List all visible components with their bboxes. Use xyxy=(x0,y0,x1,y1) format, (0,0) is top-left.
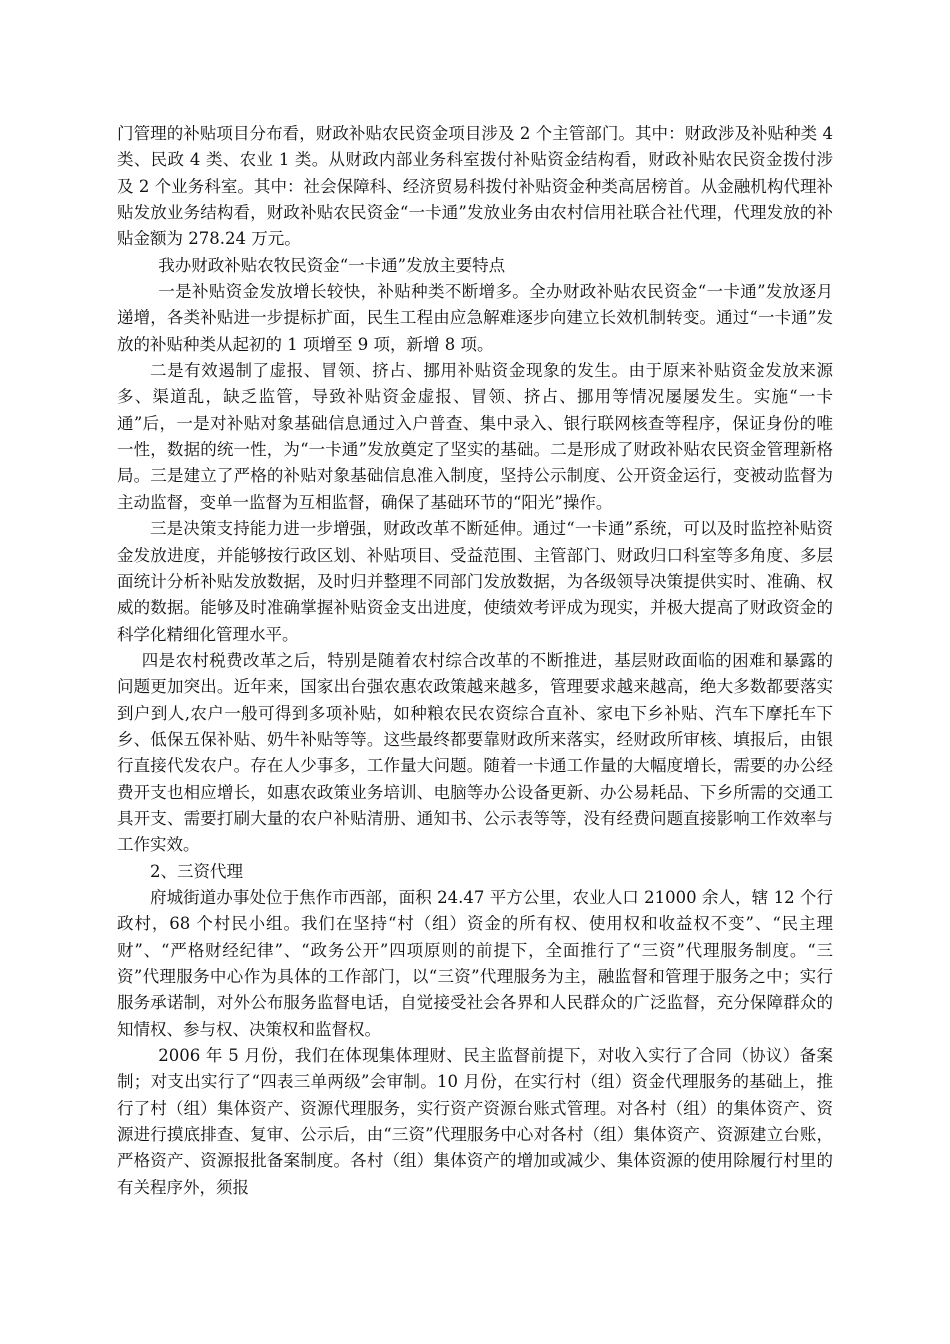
section-heading-features: 我办财政补贴农牧民资金“一卡通”发放主要特点 xyxy=(158,255,506,275)
paragraph-subsidy-structure: 门管理的补贴项目分布看，财政补贴农民资金项目涉及 2 个主管部门。其中：财政涉及补贴种类 4 类、民政 4 类、农业 1 类。从财政内部业务科室拨付补贴资金结构看，财政补贴农民资金拨付涉及 2 个业务科室。其中：社会保障科、经济贸易科拨付补贴资金种类高居榜首。从金融机构代理补贴发放业务结构看，财政补贴农民资金“一卡通”发放业务由农村信用社联合社代理，代理发放的补贴金额为 278.24 万元。 xyxy=(117,124,833,249)
paragraph-feature-three: 三是决策支持能力进一步增强，财政改革不断延伸。通过“一卡通”系统，可以及时监控补贴资金发放进度，并能够按行政区划、补贴项目、受益范围、主管部门、财政归口科室等多角度、多层面统计分析补贴发放数据，及时归并整理不同部门发放数据，为各级领导决策提供实时、准确、权威的数据。能够及时准确掌握补贴资金支出进度，使绩效考评成为现实，并极大提高了财政资金的科学化精细化管理水平。 xyxy=(117,519,833,644)
paragraph-feature-four: 四是农村税费改革之后，特别是随着农村综合改革的不断推进，基层财政面临的困难和暴露的问题更加突出。近年来，国家出台强农惠农政策越来越多，管理要求越来越高，绝大多数都要落实到户到人,农户一般可得到多项补贴，如种粮农民农资综合直补、家电下乡补贴、汽车下摩托车下乡、低保五保补贴、奶牛补贴等等。这些最终都要靠财政所来落实，经财政所审核、填报后，由银行直接代发农户。存在人少事多，工作量大问题。随着一卡通工作量的大幅度增长，需要的办公经费开支也相应增长，如惠农政策业务培训、电脑等办公设备更新、办公易耗品、下乡所需的交通工具开支、需要打刷大量的农户补贴清册、通知书、公示表等等，没有经费问题直接影响工作效率与工作实效。 xyxy=(117,650,833,855)
paragraph-2006-measures: 2006 年 5 月份，我们在体现集体理财、民主监督前提下，对收入实行了合同（协议）备案制；对支出实行了“四表三单两级”会审制。10 月份，在实行村（组）资金代理服务的基础上，推行了村（组）集体资产、资源代理服务，实行资产资源台账式管理。对各村（组）的集体资产、资源进行摸底排查、复审、公示后，由“三资”代理服务中心对各村（组）集体资产、资源建立台账，严格资产、资源报批备案制度。各村（组）集体资产的增加或减少、集体资源的使用除履行村里的有关程序外，须报 xyxy=(117,1046,833,1197)
document-body xyxy=(117,121,833,1201)
paragraph-feature-two: 二是有效遏制了虚报、冒领、挤占、挪用补贴资金现象的发生。由于原来补贴资金发放来源多、渠道乱，缺乏监管，导致补贴资金虚报、冒领、挤占、挪用等情况屡屡发生。实施“一卡通”后，一是对补贴对象基础信息通过入户普查、集中录入、银行联网核查等程序，保证身份的唯一性，数据的统一性，为“一卡通”发放奠定了坚实的基础。二是形成了财政补贴农民资金管理新格局。三是建立了严格的补贴对象基础信息准入制度，坚持公示制度、公开资金运行，变被动监督为主动监督，变单一监督为互相监督，确保了基础环节的“阳光”操作。 xyxy=(117,361,833,512)
paragraph-feature-one: 一是补贴资金发放增长较快，补贴种类不断增多。全办财政补贴农民资金“一卡通”发放逐月递增，各类补贴进一步提标扩面，民生工程由应急解难逐步向建立长效机制转变。通过“一卡通”发放的补贴种类从起初的 1 项增至 9 项，新增 8 项。 xyxy=(117,282,833,354)
paragraph-fucheng-overview: 府城街道办事处位于焦作市西部，面积 24.47 平方公里，农业人口 21000 余人，辖 12 个行政村，68 个村民小组。我们在坚持“村（组）资金的所有权、使用权和收益权不变”、“民主理财”、“严格财经纪律”、“政务公开”四项原则的前提下，全面推行了“三资”代理服务制度。“三资”代理服务中心作为具体的工作部门，以“三资”代理服务为主，融监督和管理于服务之中；实行服务承诺制，对外公布服务监督电话，自觉接受社会各界和人民群众的广泛监督，充分保障群众的知情权、参与权、决策权和监督权。 xyxy=(117,887,833,1039)
section-heading-three-assets: 2、三资代理 xyxy=(150,861,243,881)
